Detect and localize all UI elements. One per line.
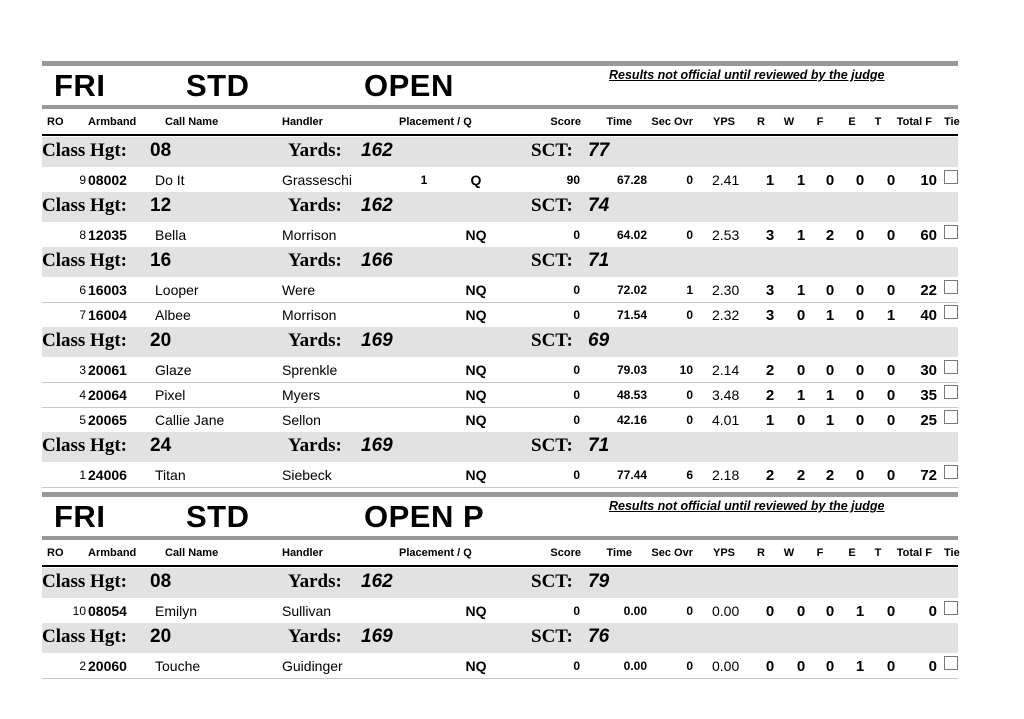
yards-value: 169 [361,626,393,647]
refusals: 3 [765,307,775,324]
row-divider [42,678,958,679]
eliminations: 1 [855,658,865,675]
qualification: Q [470,172,482,188]
refusals: 2 [765,387,775,404]
wrong-courses: 0 [796,603,806,620]
yards-per-second: 2.32 [712,307,740,323]
column-header-w: W [783,116,795,128]
time: 67.28 [616,173,647,187]
qualification: NQ [465,467,487,483]
column-header-t: T [874,116,882,128]
refusals: 3 [765,282,775,299]
tie-checkbox[interactable] [944,465,958,479]
sct-label: SCT: [531,571,573,592]
handler-name: Grasseschi [282,172,353,188]
run-order: 1 [79,468,86,482]
score: 0 [573,468,580,482]
total-faults: 22 [920,282,937,299]
qualification: NQ [465,282,487,298]
column-header-f: F [816,116,824,128]
armband-number: 08002 [88,172,127,188]
run-order: 10 [72,604,86,618]
wrong-courses: 0 [796,307,806,324]
section-course: STD [186,68,250,103]
official-notice: Results not official until reviewed by the judge [609,68,885,82]
total-faults: 10 [920,172,937,189]
column-header-score: Score [550,547,581,559]
score: 0 [573,604,580,618]
time: 48.53 [616,388,647,402]
class-height-value: 16 [150,250,172,271]
wrong-courses: 1 [796,282,806,299]
class-height-label: Class Hgt: [42,626,127,647]
time: 0.00 [623,659,647,673]
official-notice: Results not official until reviewed by the judge [609,499,885,513]
column-header-time: Time [606,547,632,559]
time-faults: 0 [886,658,896,675]
qualification: NQ [465,227,487,243]
total-faults: 60 [920,227,937,244]
score: 0 [573,228,580,242]
column-header-time: Time [606,116,632,128]
call-name: Callie Jane [155,412,225,428]
yards-per-second: 4.01 [712,412,740,428]
score: 0 [573,283,580,297]
total-faults: 0 [928,658,937,675]
call-name: Bella [155,227,187,243]
score: 0 [573,659,580,673]
armband-number: 16003 [88,282,127,298]
call-name: Looper [155,282,199,298]
yards-label: Yards: [288,195,342,216]
armband-number: 20064 [88,387,127,403]
column-header-rule [42,565,958,567]
faults: 2 [825,227,835,244]
handler-name: Morrison [282,227,337,243]
seconds-over: 0 [686,604,693,618]
faults: 1 [825,412,835,429]
sct-label: SCT: [531,250,573,271]
total-faults: 30 [920,362,937,379]
column-header-handler: Handler [282,547,323,559]
refusals: 2 [765,362,775,379]
placement: 1 [420,173,428,187]
armband-number: 08054 [88,603,127,619]
total-faults: 72 [920,467,937,484]
row-divider [42,382,958,383]
eliminations: 0 [855,412,865,429]
section-top-rule [42,61,958,66]
class-height-label: Class Hgt: [42,330,127,351]
section-day: FRI [54,499,106,534]
refusals: 1 [765,172,775,189]
time: 72.02 [616,283,647,297]
class-height-value: 20 [150,626,172,647]
qualification: NQ [465,362,487,378]
handler-name: Were [282,282,316,298]
column-header-ro: RO [47,547,64,559]
eliminations: 0 [855,307,865,324]
call-name: Titan [155,467,186,483]
eliminations: 0 [855,387,865,404]
yards-per-second: 0.00 [712,658,740,674]
call-name: Emilyn [155,603,198,619]
run-order: 4 [79,388,86,402]
call-name: Do It [155,172,185,188]
handler-name: Guidinger [282,658,343,674]
sct-value: 71 [588,435,610,456]
sct-label: SCT: [531,435,573,456]
yards-per-second: 0.00 [712,603,740,619]
time-faults: 0 [886,467,896,484]
tie-checkbox[interactable] [944,656,958,670]
time-faults: 0 [886,603,896,620]
total-faults: 40 [920,307,937,324]
column-header-ro: RO [47,116,64,128]
column-header-tie: Tie [944,547,960,559]
faults: 0 [825,658,835,675]
tie-checkbox[interactable] [944,385,958,399]
refusals: 2 [765,467,775,484]
column-header-total-f: Total F [896,547,932,559]
handler-name: Sullivan [282,603,332,619]
tie-checkbox[interactable] [944,410,958,424]
time-faults: 0 [886,362,896,379]
qualification: NQ [465,603,487,619]
sct-value: 69 [588,330,610,351]
wrong-courses: 1 [796,172,806,189]
refusals: 1 [765,412,775,429]
column-header-f: F [816,547,824,559]
time: 79.03 [616,363,647,377]
qualification: NQ [465,412,487,428]
yards-per-second: 2.41 [712,172,740,188]
score: 90 [566,173,580,187]
column-header-call-name: Call Name [165,547,219,559]
time: 71.54 [616,308,647,322]
faults: 0 [825,172,835,189]
class-header-band [42,432,958,462]
yards-per-second: 2.18 [712,467,740,483]
call-name: Touche [155,658,201,674]
total-faults: 0 [928,603,937,620]
faults: 0 [825,603,835,620]
time-faults: 0 [886,387,896,404]
time: 64.02 [616,228,647,242]
qualification: NQ [465,387,487,403]
column-header-placement-q: Placement / Q [399,547,472,559]
sct-label: SCT: [531,330,573,351]
class-height-value: 08 [150,571,172,592]
call-name: Albee [155,307,191,323]
run-order: 5 [79,413,86,427]
run-order: 6 [79,283,86,297]
eliminations: 0 [855,172,865,189]
row-divider [42,302,958,303]
run-order: 7 [79,308,86,322]
total-faults: 25 [920,412,937,429]
class-header-band [42,137,958,167]
class-header-band [42,568,958,598]
faults: 0 [825,362,835,379]
time: 0.00 [623,604,647,618]
class-header-band [42,247,958,277]
column-header-e: E [848,116,856,128]
eliminations: 0 [855,282,865,299]
yards-value: 162 [361,195,393,216]
armband-number: 20061 [88,362,127,378]
column-header-tie: Tie [944,116,960,128]
column-header-yps: YPS [712,116,735,128]
handler-name: Siebeck [282,467,332,483]
section-title-rule [42,105,958,109]
column-header-r: R [757,547,765,559]
score: 0 [573,308,580,322]
faults: 1 [825,387,835,404]
faults: 2 [825,467,835,484]
handler-name: Myers [282,387,321,403]
refusals: 3 [765,227,775,244]
yards-value: 169 [361,330,393,351]
eliminations: 0 [855,362,865,379]
section-level: OPEN P [364,499,485,534]
row-divider [42,487,958,488]
seconds-over: 10 [679,363,693,377]
time-faults: 0 [886,282,896,299]
yards-label: Yards: [288,250,342,271]
armband-number: 16004 [88,307,127,323]
class-height-label: Class Hgt: [42,140,127,161]
column-header-placement-q: Placement / Q [399,116,472,128]
section-top-rule [42,492,958,497]
column-header-sec-ovr: Sec Ovr [651,116,693,128]
armband-number: 20060 [88,658,127,674]
time-faults: 0 [886,172,896,189]
run-order: 2 [79,659,86,673]
column-header-sec-ovr: Sec Ovr [651,547,693,559]
column-header-armband: Armband [88,116,137,128]
yards-label: Yards: [288,330,342,351]
time-faults: 1 [886,307,896,324]
qualification: NQ [465,658,487,674]
yards-value: 162 [361,571,393,592]
column-header-e: E [848,547,856,559]
run-order: 8 [79,228,86,242]
tie-checkbox[interactable] [944,170,958,184]
eliminations: 0 [855,227,865,244]
column-header-rule [42,134,958,136]
score: 0 [573,388,580,402]
sct-value: 76 [588,626,610,647]
class-height-value: 20 [150,330,172,351]
yards-value: 162 [361,140,393,161]
yards-per-second: 2.53 [712,227,740,243]
yards-label: Yards: [288,571,342,592]
yards-value: 166 [361,250,393,271]
tie-checkbox[interactable] [944,360,958,374]
handler-name: Morrison [282,307,337,323]
wrong-courses: 0 [796,412,806,429]
section-level: OPEN [364,68,454,103]
section-course: STD [186,499,250,534]
tie-checkbox[interactable] [944,305,958,319]
call-name: Glaze [155,362,192,378]
refusals: 0 [765,603,775,620]
armband-number: 12035 [88,227,127,243]
column-header-handler: Handler [282,116,323,128]
faults: 0 [825,282,835,299]
class-height-label: Class Hgt: [42,435,127,456]
row-divider [42,407,958,408]
sct-label: SCT: [531,140,573,161]
run-order: 9 [79,173,86,187]
class-header-band [42,192,958,222]
column-header-call-name: Call Name [165,116,219,128]
sct-value: 74 [588,195,610,216]
yards-per-second: 2.30 [712,282,740,298]
call-name: Pixel [155,387,186,403]
section-day: FRI [54,68,106,103]
class-height-label: Class Hgt: [42,571,127,592]
tie-checkbox[interactable] [944,280,958,294]
class-header-band [42,327,958,357]
handler-name: Sellon [282,412,321,428]
wrong-courses: 1 [796,387,806,404]
eliminations: 0 [855,467,865,484]
class-height-label: Class Hgt: [42,195,127,216]
column-header-w: W [783,547,795,559]
qualification: NQ [465,307,487,323]
seconds-over: 0 [686,413,693,427]
class-height-label: Class Hgt: [42,250,127,271]
score: 0 [573,413,580,427]
class-header-band [42,623,958,653]
time: 42.16 [616,413,647,427]
seconds-over: 0 [686,173,693,187]
column-header-total-f: Total F [896,116,932,128]
seconds-over: 6 [686,468,693,482]
yards-per-second: 3.48 [712,387,740,403]
seconds-over: 1 [686,283,693,297]
column-header-armband: Armband [88,547,137,559]
sct-label: SCT: [531,195,573,216]
wrong-courses: 2 [796,467,806,484]
seconds-over: 0 [686,308,693,322]
armband-number: 24006 [88,467,127,483]
score: 0 [573,363,580,377]
sct-label: SCT: [531,626,573,647]
wrong-courses: 0 [796,362,806,379]
seconds-over: 0 [686,659,693,673]
handler-name: Sprenkle [282,362,338,378]
yards-per-second: 2.14 [712,362,740,378]
seconds-over: 0 [686,388,693,402]
wrong-courses: 0 [796,658,806,675]
column-header-yps: YPS [712,547,735,559]
time-faults: 0 [886,412,896,429]
sct-value: 71 [588,250,610,271]
column-header-t: T [874,547,882,559]
total-faults: 35 [920,387,937,404]
class-height-value: 24 [150,435,172,456]
yards-label: Yards: [288,140,342,161]
class-height-value: 12 [150,195,172,216]
refusals: 0 [765,658,775,675]
column-header-r: R [757,116,765,128]
faults: 1 [825,307,835,324]
column-header-score: Score [550,116,581,128]
wrong-courses: 1 [796,227,806,244]
time: 77.44 [616,468,647,482]
section-title-rule [42,536,958,540]
yards-label: Yards: [288,626,342,647]
eliminations: 1 [855,603,865,620]
run-order: 3 [79,363,86,377]
class-height-value: 08 [150,140,172,161]
yards-value: 169 [361,435,393,456]
tie-checkbox[interactable] [944,225,958,239]
armband-number: 20065 [88,412,127,428]
time-faults: 0 [886,227,896,244]
sct-value: 79 [588,571,610,592]
tie-checkbox[interactable] [944,601,958,615]
yards-label: Yards: [288,435,342,456]
sct-value: 77 [588,140,610,161]
seconds-over: 0 [686,228,693,242]
